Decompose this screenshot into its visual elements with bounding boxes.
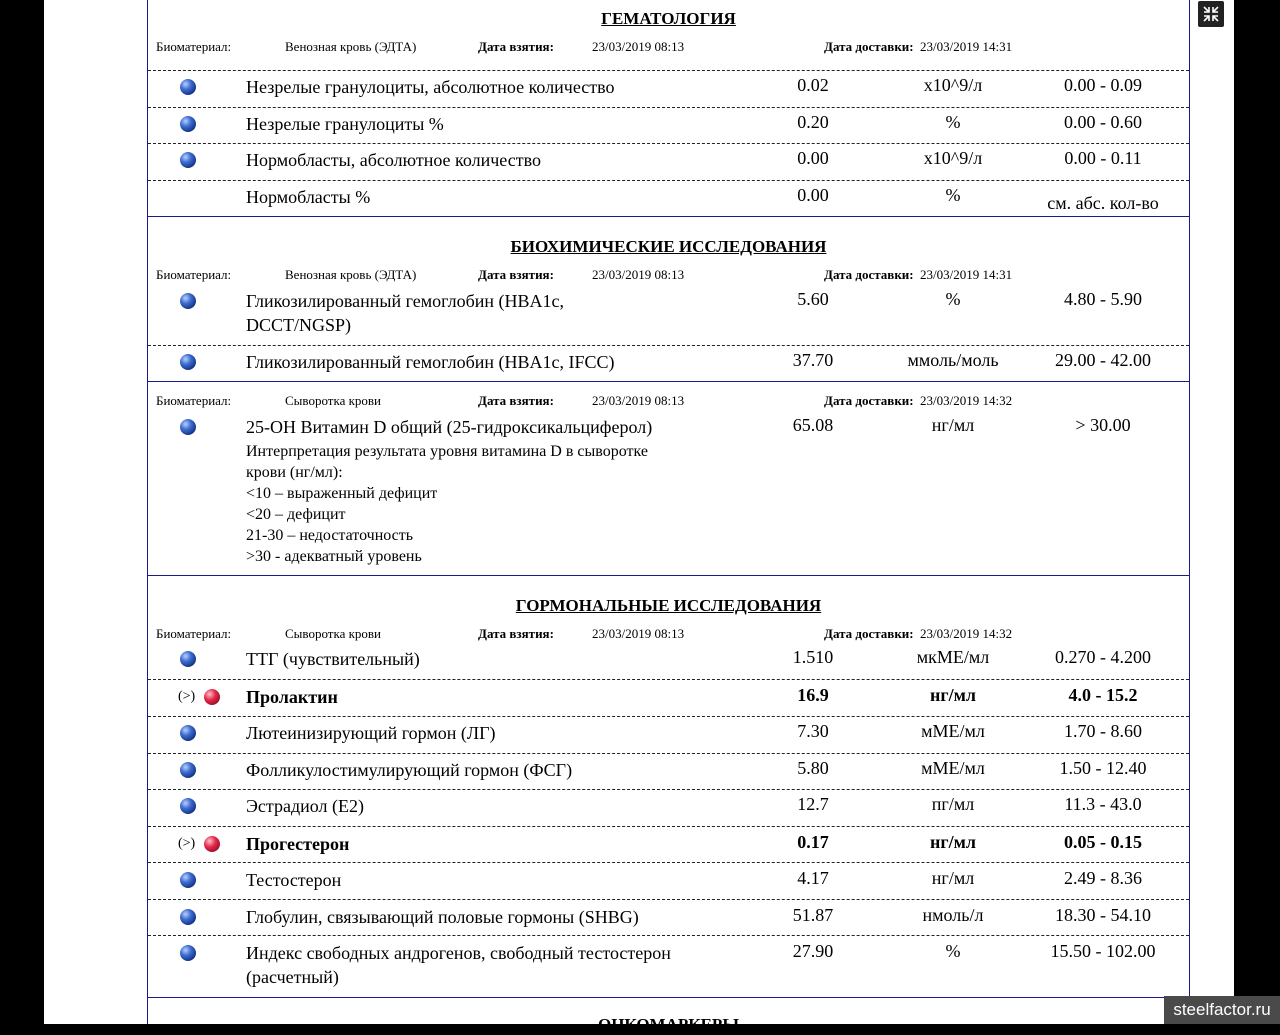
row-divider: [148, 753, 1189, 754]
test-unit: x10^9/л: [923, 148, 983, 168]
test-name: 25-OH Витамин D общий (25-гидроксикальциферол): [246, 417, 653, 437]
test-value: 0.00: [797, 148, 829, 168]
meta-taken: 23/03/2019 08:13: [592, 39, 685, 54]
row-divider: [148, 935, 1189, 936]
test-ref: 0.00 - 0.09: [1064, 75, 1142, 95]
result-row: [148, 289, 1189, 341]
normal-status-icon: [178, 945, 198, 965]
test-name: Глобулин, связывающий половые гормоны (SHBG): [246, 907, 639, 927]
high-status-icon: [178, 689, 228, 709]
row-divider: [148, 180, 1189, 181]
exit-fullscreen-button[interactable]: [1198, 1, 1224, 27]
test-name: Незрелые гранулоциты %: [246, 114, 444, 134]
result-row-abnormal: [148, 832, 1189, 862]
meta-delivered: 23/03/2019 14:32: [920, 393, 1013, 408]
test-value: 7.30: [797, 721, 829, 741]
test-ref: 1.70 - 8.60: [1064, 721, 1142, 741]
row-divider: [148, 345, 1189, 346]
high-flag: (>): [178, 836, 196, 851]
test-value: 27.90: [792, 941, 834, 961]
meta-biomaterial-label: Биоматериал:: [156, 267, 232, 282]
result-row: [148, 75, 1189, 105]
result-row-abnormal: [148, 685, 1189, 715]
normal-status-icon: [178, 152, 198, 172]
section-title-hematology: ГЕМАТОЛОГИЯ: [601, 9, 736, 28]
normal-status-icon: [178, 651, 198, 671]
test-ref: 0.05 - 0.15: [1064, 832, 1142, 852]
test-name: ТТГ (чувствительный): [246, 649, 420, 669]
test-ref: см. абс. кол-во: [1047, 193, 1159, 213]
note-line: 21-30 – недостаточность: [246, 527, 414, 544]
test-unit: %: [945, 185, 961, 205]
normal-status-icon: [178, 116, 198, 136]
test-unit: мМЕ/мл: [921, 721, 985, 741]
test-ref: 0.00 - 0.11: [1064, 148, 1142, 168]
test-value: 0.00: [797, 185, 829, 205]
row-divider: [148, 789, 1189, 790]
vitamin-d-interpretation-note: [246, 441, 648, 567]
test-unit: пг/мл: [931, 794, 975, 814]
test-unit: нг/мл: [930, 685, 976, 705]
test-name: Нормобласты %: [246, 187, 371, 207]
test-unit: мкМЕ/мл: [916, 647, 990, 667]
test-value: 5.60: [797, 289, 829, 309]
normal-status-icon: [178, 798, 198, 818]
result-row: [148, 868, 1189, 898]
meta-delivered: 23/03/2019 14:31: [920, 39, 1013, 54]
document-page: [44, 0, 1234, 1034]
test-ref: 0.270 - 4.200: [1055, 647, 1151, 667]
normal-status-icon: [178, 79, 198, 99]
exit-fullscreen-icon: [1201, 4, 1221, 24]
test-ref: 4.0 - 15.2: [1068, 685, 1138, 705]
normal-status-icon: [178, 762, 198, 782]
test-value: 16.9: [797, 685, 829, 705]
test-ref: 2.49 - 8.36: [1064, 868, 1142, 888]
block-divider: [148, 381, 1189, 382]
meta-taken: 23/03/2019 08:13: [592, 267, 685, 282]
result-row: [148, 350, 1189, 380]
result-row: [148, 941, 1189, 993]
test-unit: мМЕ/мл: [921, 758, 985, 778]
row-divider: [148, 899, 1189, 900]
watermark: steelfactor.ru: [1164, 996, 1280, 1024]
test-name: Фолликулостимулирующий гормон (ФСГ): [246, 760, 573, 780]
section-divider: [148, 216, 1189, 217]
meta-biomaterial: Венозная кровь (ЭДТА): [285, 39, 417, 54]
row-divider: [148, 679, 1189, 680]
normal-status-icon: [178, 419, 198, 439]
normal-status-icon: [178, 872, 198, 892]
section-divider: [148, 997, 1189, 998]
row-divider: [148, 862, 1189, 863]
test-unit: %: [945, 112, 961, 132]
test-name: Эстрадиол (Е2): [246, 796, 364, 816]
row-divider: [148, 70, 1189, 71]
test-unit: ммоль/моль: [907, 350, 999, 370]
result-row: [148, 112, 1189, 142]
meta-delivered: 23/03/2019 14:32: [920, 626, 1013, 641]
high-status-icon: [178, 836, 228, 856]
meta-biomaterial-label: Биоматериал:: [156, 626, 232, 641]
high-flag: (>): [178, 689, 196, 704]
test-value: 51.87: [792, 905, 834, 925]
meta-biomaterial-label: Биоматериал:: [156, 39, 232, 54]
test-unit: x10^9/л: [923, 75, 983, 95]
test-name: Прогестерон: [246, 834, 350, 854]
meta-biomaterial: Венозная кровь (ЭДТА): [285, 267, 417, 282]
meta-biomaterial-label: Биоматериал:: [156, 393, 232, 408]
note-line: Интерпретация результата уровня витамина D в сыворотке: [246, 443, 648, 460]
test-ref: 4.80 - 5.90: [1064, 289, 1142, 309]
test-name: Нормобласты, абсолютное количество: [246, 150, 541, 170]
test-value: 4.17: [797, 868, 829, 888]
result-row: [148, 721, 1189, 751]
meta-taken: 23/03/2019 08:13: [592, 626, 685, 641]
normal-status-icon: [178, 354, 198, 374]
section-title-oncomarkers: ОНКОМАРКЕРЫ: [597, 1015, 740, 1034]
row-divider: [148, 107, 1189, 108]
test-ref: 0.00 - 0.60: [1064, 112, 1142, 132]
result-row: [148, 148, 1189, 178]
meta-taken-label: Дата взятия:: [478, 626, 554, 641]
test-unit: нг/мл: [930, 832, 976, 852]
note-line: <10 – выраженный дефицит: [246, 485, 438, 502]
test-unit: %: [945, 289, 961, 309]
result-row: [148, 794, 1189, 824]
test-value: 0.02: [797, 75, 829, 95]
result-row: [148, 185, 1189, 215]
test-ref: 1.50 - 12.40: [1059, 758, 1147, 778]
test-value: 65.08: [792, 415, 834, 435]
test-unit: нмоль/л: [922, 905, 984, 925]
meta-delivered: 23/03/2019 14:31: [920, 267, 1013, 282]
meta-taken-label: Дата взятия:: [478, 39, 554, 54]
note-line: <20 – дефицит: [246, 506, 346, 523]
meta-biomaterial: Сыворотка крови: [285, 393, 382, 408]
normal-status-icon: [178, 909, 198, 929]
result-row: [148, 905, 1189, 935]
meta-taken-label: Дата взятия:: [478, 393, 554, 408]
test-name: Гликозилированный гемоглобин (HBA1c, IFCC): [246, 352, 615, 372]
test-ref: 15.50 - 102.00: [1050, 941, 1156, 961]
row-divider: [148, 143, 1189, 144]
test-value: 1.510: [792, 647, 834, 667]
row-divider: [148, 716, 1189, 717]
row-divider: [148, 826, 1189, 827]
test-value: 37.70: [792, 350, 834, 370]
meta-biomaterial: Сыворотка крови: [285, 626, 382, 641]
test-unit: нг/мл: [931, 415, 975, 435]
test-value: 0.20: [797, 112, 829, 132]
test-name: Пролактин: [246, 687, 338, 707]
test-name: Гликозилированный гемоглобин (HBA1c, DCCT/NGSP): [246, 291, 564, 335]
normal-status-icon: [178, 725, 198, 745]
test-name: Незрелые гранулоциты, абсолютное количество: [246, 77, 615, 97]
note-line: >30 - адекватный уровень: [246, 548, 422, 565]
meta-taken: 23/03/2019 08:13: [592, 393, 685, 408]
result-row: [148, 758, 1189, 788]
meta-delivered-label: Дата доставки:: [824, 393, 914, 408]
test-unit: %: [945, 941, 961, 961]
section-divider: [148, 575, 1189, 576]
test-value: 12.7: [797, 794, 829, 814]
note-line: крови (нг/мл):: [246, 464, 343, 481]
meta-taken-label: Дата взятия:: [478, 267, 554, 282]
test-ref: > 30.00: [1075, 415, 1131, 435]
section-title-hormones: ГОРМОНАЛЬНЫЕ ИССЛЕДОВАНИЯ: [515, 596, 822, 615]
result-row: [148, 647, 1189, 677]
test-name: Лютеинизирующий гормон (ЛГ): [246, 723, 496, 743]
test-name: Тестостерон: [246, 870, 342, 890]
results-frame: [147, 0, 1190, 1034]
meta-delivered-label: Дата доставки:: [824, 39, 914, 54]
meta-delivered-label: Дата доставки:: [824, 626, 914, 641]
normal-status-icon: [178, 293, 198, 313]
test-value: 0.17: [797, 832, 829, 852]
test-name: Индекс свободных андрогенов, свободный тестостерон (расчетный): [246, 943, 671, 987]
section-title-biochemistry: БИОХИМИЧЕСКИЕ ИССЛЕДОВАНИЯ: [510, 237, 827, 256]
test-ref: 11.3 - 43.0: [1064, 794, 1142, 814]
test-ref: 18.30 - 54.10: [1055, 905, 1151, 925]
test-ref: 29.00 - 42.00: [1055, 350, 1151, 370]
test-value: 5.80: [797, 758, 829, 778]
test-unit: нг/мл: [931, 868, 975, 888]
meta-delivered-label: Дата доставки:: [824, 267, 914, 282]
